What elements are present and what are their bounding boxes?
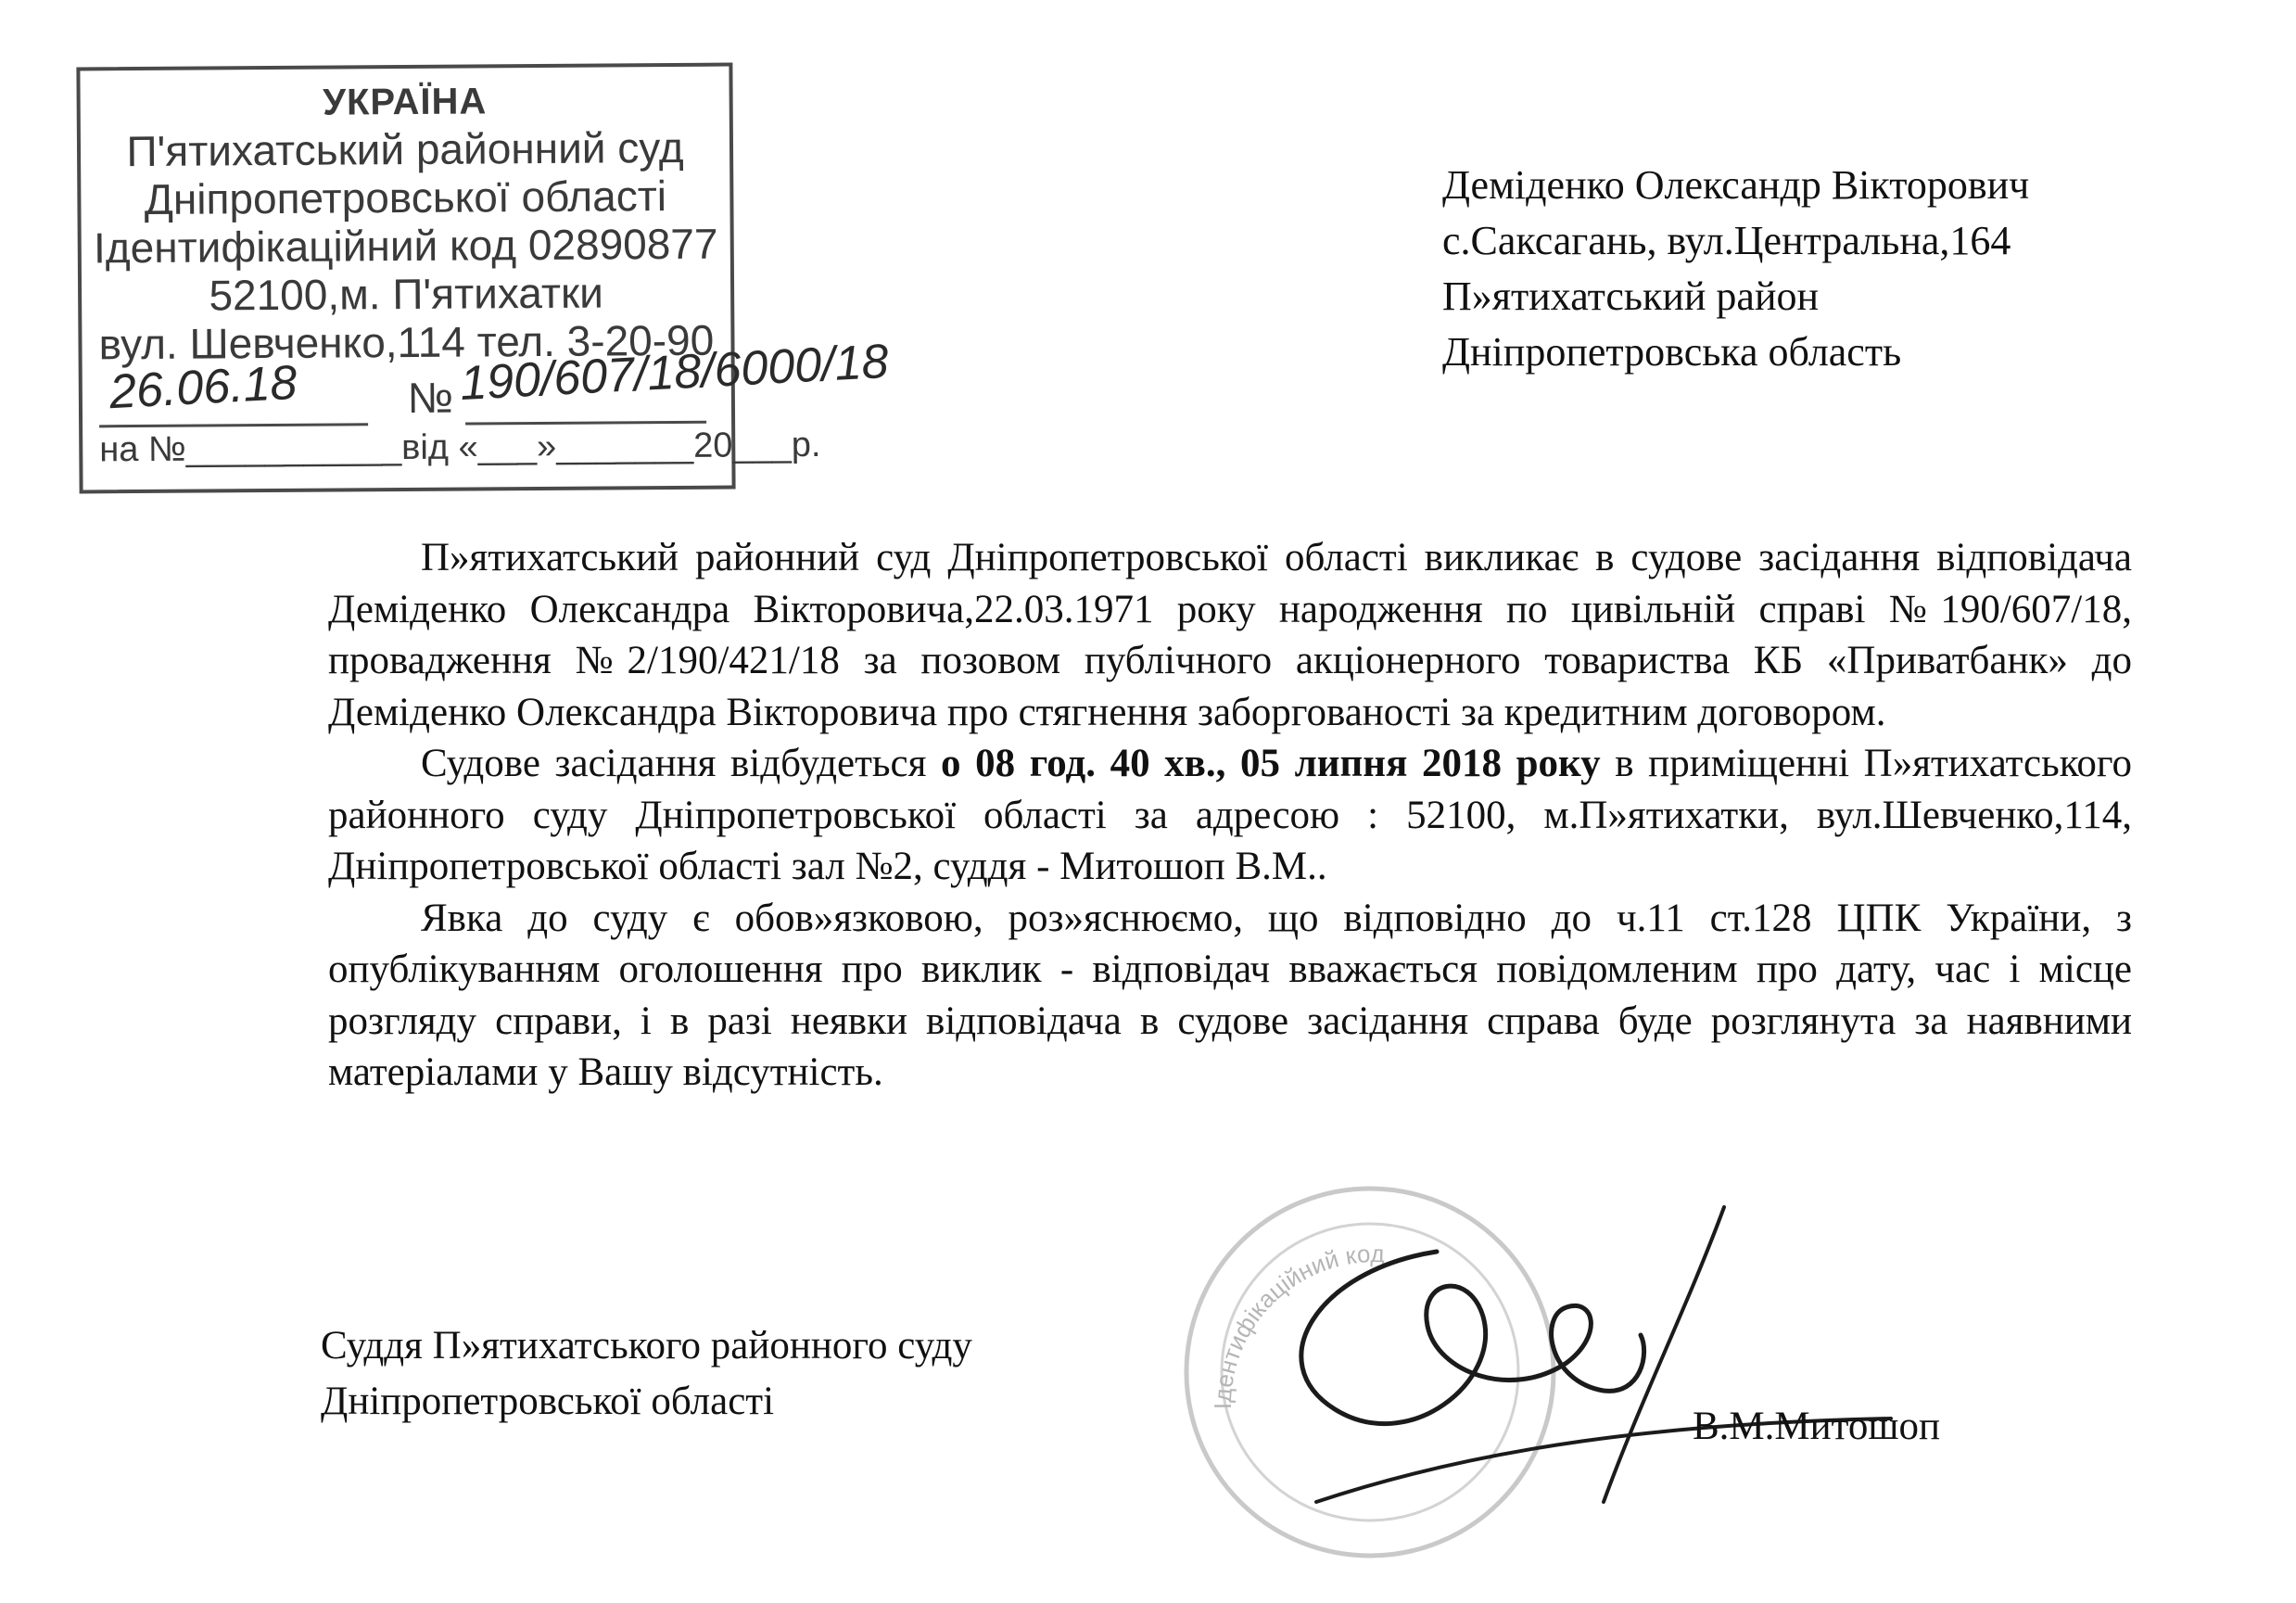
addressee-block [1442,158,2029,380]
stamp-court-name-line1: П'ятихатський районний суд [126,122,684,176]
hearing-text-after: в приміщенні П»ятихатського районного суду Дніпропетровської області за адресою : 52100, м.П»ятихатки, вул.Шевченко,114, Дніпропетровської області зал №2, суддя - Митошоп В.М.. [328,742,2132,888]
seal-text: Ідентифікаційний код [1208,1239,1386,1410]
addressee-name: Деміденко Олександр Вікторович [1442,162,2030,208]
judge-title-line2: Дніпропетровської області [321,1380,775,1423]
addressee-address-line1: с.Саксагань, вул.Центральна,164 [1442,218,2011,263]
court-stamp [76,63,821,494]
paragraph-attendance-notice: Явка до суду є обов»язковою, роз»яснюємо, що відповідно до ч.11 ст.128 ЦПК України, з опублікуванням оголошення про виклик - відповідач вважається повідомленим про дату, час і місце розгляду справи, і в разі неявки відповідача в судове засідання справа буде розглянута за наявними матеріалами у Вашу відсутність. [328,896,2132,1094]
stamp-street-phone: вул. Шевченко,114 тел. 3-20-90 [98,315,715,369]
stamp-court-name-line2: Дніпропетровської області [144,172,667,223]
signature-block [321,1318,972,1430]
stamp-number-prefix: № [407,373,454,422]
hearing-date-time: о 08 год. 40 хв., 05 липня 2018 року [941,742,1601,785]
stamp-postal-address: 52100,м. П'ятихатки [209,268,603,320]
handwritten-date: 26.06.18 [108,355,298,420]
hearing-text-before: Судове засідання відбудеться [421,742,942,785]
summons-body [328,532,2132,1099]
paragraph-summons: П»ятихатський районний суд Дніпропетровської області викликає в судове засідання відповідача Деміденко Олександра Вікторовича,22.03.1971 року народження по цивільній справі №190/607/18, провадження №2/190/421/18 за позовом публічного акціонерного товариства КБ «Приватбанк» до Деміденко Олександра Вікторовича про стягнення заборгованості за кредитним договором. [328,536,2132,734]
addressee-address-line3: Дніпропетровська область [1442,329,1902,375]
handwritten-outgoing-number: 190/607/18/6000/18 [458,334,890,412]
addressee-address-line2: П»ятихатський район [1442,274,1820,319]
paragraph-hearing-details [328,738,2132,893]
judge-title-line1: Суддя П»ятихатського районного суду [321,1324,972,1368]
judge-name: В.М.Митошоп [1693,1405,1941,1448]
stamp-country: УКРАЇНА [322,81,488,123]
stamp-identification-code: Ідентифікаційний код 02890877 [93,219,718,273]
judge-signature-icon [1205,1196,2021,1530]
stamp-reply-line: на №___________від «___»_______20___р. [99,425,821,470]
